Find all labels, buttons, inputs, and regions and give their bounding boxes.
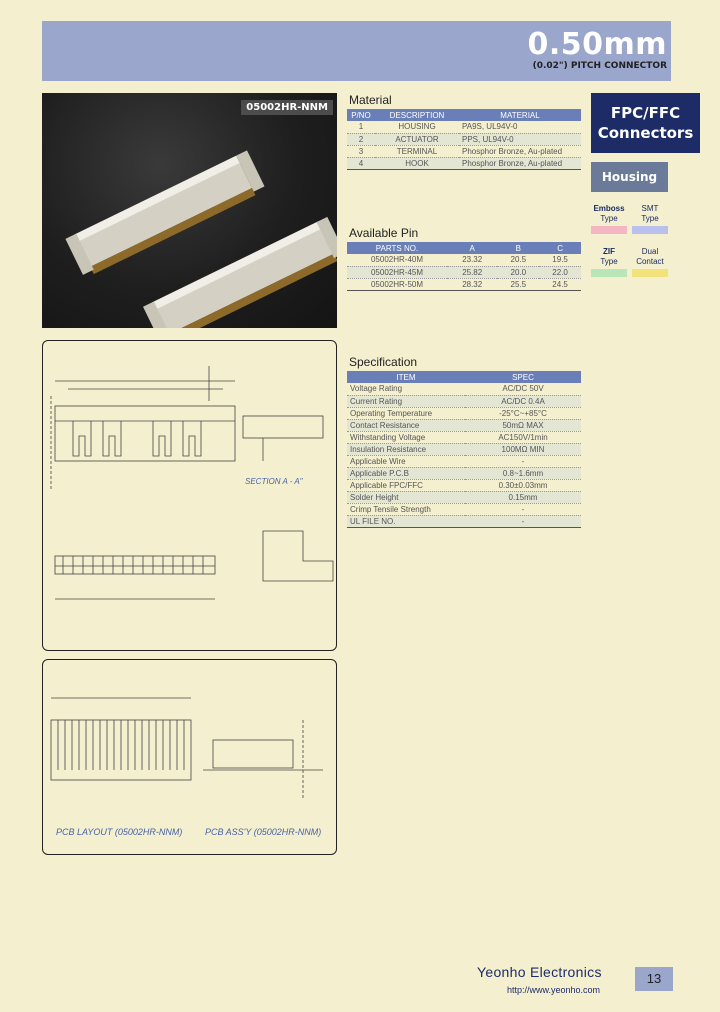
pcb-drawing	[43, 660, 336, 854]
table-row: Applicable FPC/FFC 0.30±0.03mm	[347, 479, 581, 491]
type-color-bar	[591, 226, 627, 234]
pcb-assy-caption: PCB ASS'Y (05002HR-NNM)	[205, 827, 322, 837]
material-col-description: DESCRIPTION	[375, 109, 459, 121]
table-row: 05002HR-50M 28.32 25.5 24.5	[347, 278, 581, 290]
material-table	[347, 109, 581, 170]
type-color-bar	[632, 269, 668, 277]
table-row: Applicable Wire -	[347, 455, 581, 467]
page-header	[42, 21, 671, 81]
table-row: 05002HR-40M 23.32 20.5 19.5	[347, 254, 581, 266]
table-row: Voltage Rating AC/DC 50V	[347, 383, 581, 395]
table-row: Withstanding Voltage AC150V/1min	[347, 431, 581, 443]
footer-url-link[interactable]: http://www.yeonho.com	[507, 985, 601, 995]
product-photo	[42, 93, 337, 328]
table-row: Solder Height 0.15mm	[347, 491, 581, 503]
category-fpc-ffc-connectors[interactable]: FPC/FFC Connectors	[591, 93, 700, 153]
table-row: 3 TERMINAL Phosphor Bronze, Au-plated	[347, 145, 581, 157]
technical-drawing	[43, 341, 336, 650]
table-row: 05002HR-45M 25.82 20.0 22.0	[347, 266, 581, 278]
connector-body-1	[77, 161, 252, 267]
page-subtitle: (0.02") PITCH CONNECTOR	[532, 61, 667, 71]
material-title: Material	[349, 93, 392, 107]
table-row: 1 HOUSING PA9S, UL94V-0	[347, 121, 581, 133]
spec-col-spec: SPEC	[465, 371, 581, 383]
table-row: UL FILE NO. -	[347, 515, 581, 527]
footer-brand: Yeonho Electronics	[477, 964, 602, 980]
table-row: Applicable P.C.B 0.8~1.6mm	[347, 467, 581, 479]
pin-col-c: C	[539, 242, 581, 254]
table-row: Crimp Tensile Strength -	[347, 503, 581, 515]
pin-col-b: B	[497, 242, 539, 254]
page-number: 13	[635, 967, 673, 991]
table-row: Contact Resistance 50mΩ MAX	[347, 419, 581, 431]
pcb-drawing-box	[42, 659, 337, 855]
connector-photo-illustration	[42, 93, 337, 328]
spec-col-item: ITEM	[347, 371, 465, 383]
pcb-layout-caption: PCB LAYOUT (05002HR-NNM)	[56, 827, 183, 837]
specification-title: Specification	[349, 355, 418, 369]
table-row: Insulation Resistance 100MΩ MIN	[347, 443, 581, 455]
available-pin-table	[347, 242, 581, 291]
section-label: SECTION A - A"	[245, 477, 303, 486]
pin-col-parts-no: PARTS NO.	[347, 242, 447, 254]
connector-body-2	[155, 227, 334, 328]
table-row: 2 ACTUATOR PPS, UL94V-0	[347, 133, 581, 145]
material-col-material: MATERIAL	[459, 109, 581, 121]
material-col-pno: P/NO	[347, 109, 375, 121]
available-pin-title: Available Pin	[349, 226, 419, 240]
table-row: Operating Temperature -25°C~+85°C	[347, 407, 581, 419]
part-number-tag: 05002HR-NNM	[241, 100, 333, 115]
table-row: Current Rating AC/DC 0.4A	[347, 395, 581, 407]
section-housing[interactable]: Housing	[591, 162, 668, 192]
specification-table	[347, 371, 581, 528]
type-smt[interactable]: SMT Type	[632, 200, 668, 234]
type-emboss[interactable]: Emboss Type	[591, 200, 627, 234]
top-view-outline	[55, 406, 235, 461]
pin-col-a: A	[447, 242, 497, 254]
type-color-bar	[632, 226, 668, 234]
type-dual-contact[interactable]: Dual Contact	[632, 243, 668, 277]
type-color-bar	[591, 269, 627, 277]
dimension-drawing-box	[42, 340, 337, 651]
page-title: 0.50mm	[527, 27, 667, 62]
type-zif[interactable]: ZIF Type	[591, 243, 627, 277]
table-row: 4 HOOK Phosphor Bronze, Au-plated	[347, 157, 581, 169]
